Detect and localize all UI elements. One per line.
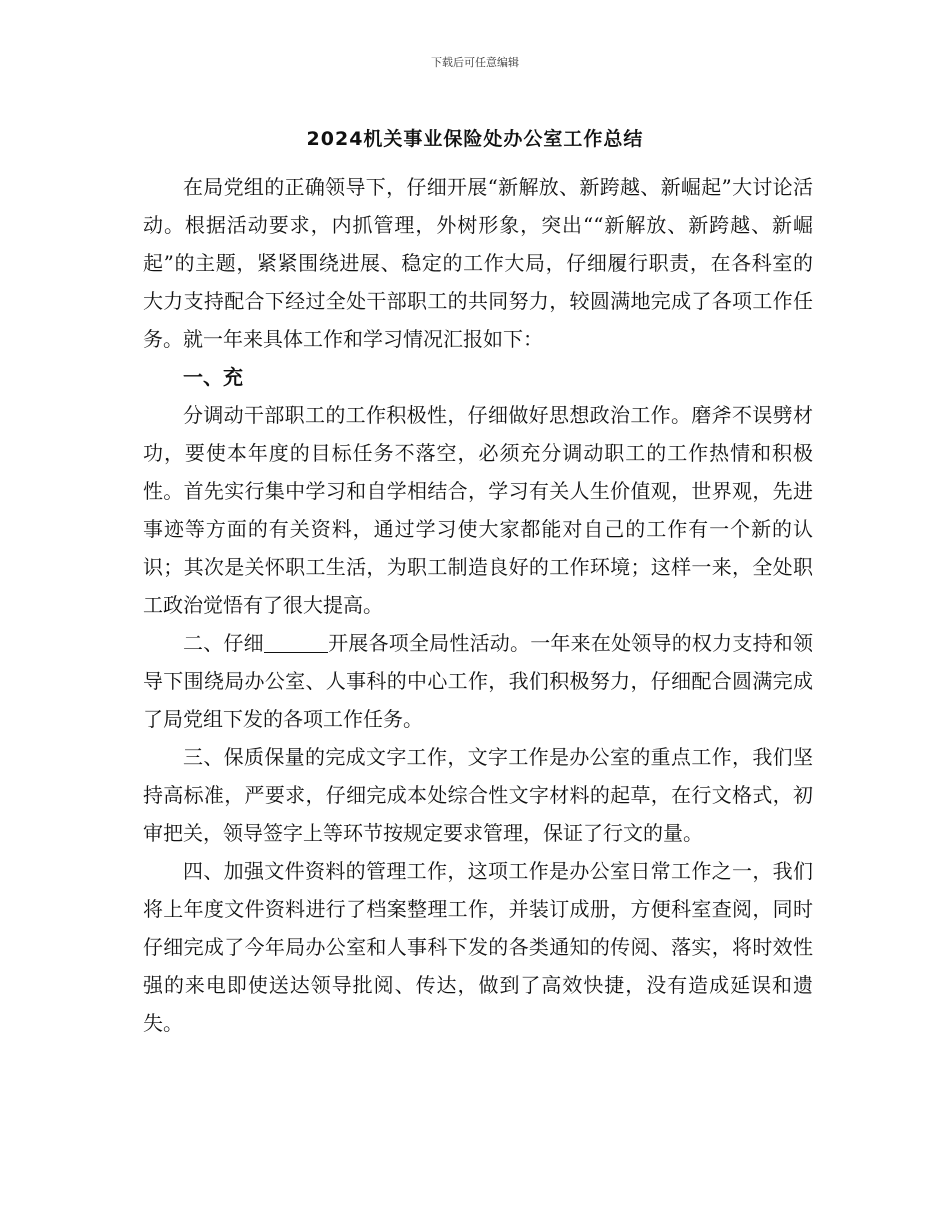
section-2-prefix: 二、仔细: [183, 631, 264, 655]
header-note: 下载后可任意编辑: [431, 56, 519, 69]
document-title: 2024机关事业保险处办公室工作总结: [306, 128, 644, 150]
section-1-heading: 一、充: [183, 365, 243, 389]
section-2-paragraph: [143, 624, 813, 738]
intro-paragraph: 在局党组的正确领导下，仔细开展“新解放、新跨越、新崛起”大讨论活动。根据活动要求，内抓管理，外树形象，突出““新解放、新跨越、新崛起”的主题，紧紧围绕进展、稳定的工作大局，仔细履行职责，在各科室的大力支持配合下经过全处干部职工的共同努力，较圆满地完成了各项工作任务。就一年来具体工作和学习情况汇报如下：: [143, 175, 813, 351]
document-body: [143, 168, 813, 1042]
section-1-paragraph: 分调动干部职工的工作积极性，仔细做好思想政治工作。磨斧不误劈材功，要使本年度的目标任务不落空，必须充分调动职工的工作热情和积极性。首先实行集中学习和自学相结合，学习有关人生价值观，世界观，先进事迹等方面的有关资料，通过学习使大家都能对自己的工作有一个新的认识；其次是关怀职工生活，为职工制造良好的工作环境；这样一来，全处职工政治觉悟有了很大提高。: [143, 403, 813, 617]
section-3-paragraph: 三、保质保量的完成文字工作，文字工作是办公室的重点工作，我们坚持高标准，严要求，仔细完成本处综合性文字材料的起草，在行文格式，初审把关，领导签字上等环节按规定要求管理，保证了行文的量。: [143, 745, 813, 845]
fill-in-blank: [264, 632, 328, 653]
section-4-paragraph: 四、加强文件资料的管理工作，这项工作是办公室日常工作之一，我们将上年度文件资料进行了档案整理工作，并装订成册，方便科室查阅，同时仔细完成了今年局办公室和人事科下发的各类通知的传阅、落实，将时效性强的来电即使送达领导批阅、传达，做到了高效快捷，没有造成延误和遗失。: [143, 859, 813, 1035]
section-2-text: 开展各项全局性活动。一年来在处领导的权力支持和领导下围绕局办公室、人事科的中心工作，我们积极努力，仔细配合圆满完成了局党组下发的各项工作任务。: [143, 631, 814, 731]
